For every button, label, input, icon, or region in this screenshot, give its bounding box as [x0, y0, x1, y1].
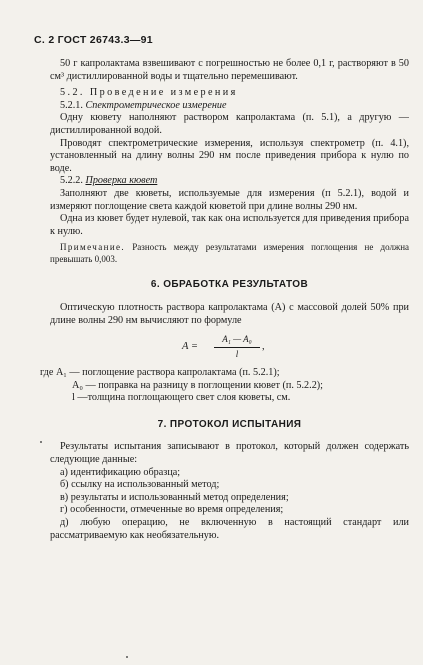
list-item: б) ссылку на использованный метод;: [60, 479, 220, 491]
formula-numerator: A₁ — A₀: [214, 333, 260, 348]
paragraph-cuvette-check: Заполняют две кюветы, используемые для измерения (п 5.2.1), водой и измеряют поглощение света каждой кюветой при длине волны 290 нм.: [50, 187, 409, 212]
note-text: Разность между результатами измерения поглощения не должна превышать 0,003.: [50, 242, 410, 264]
formula-legend: [40, 367, 409, 405]
formula-lhs: A =: [182, 341, 198, 353]
section-5-2-1-number: 5.2.1.: [60, 99, 83, 111]
legend-a1: [40, 367, 409, 380]
list-item: в) результаты и использованный метод определения;: [60, 491, 289, 503]
note-paragraph: [50, 242, 409, 265]
scan-speck: [40, 441, 42, 443]
formula-denominator: l: [235, 348, 239, 359]
section-5-2-1-title: Спектрометрическое измерение: [85, 99, 227, 111]
formula-fraction: [214, 333, 260, 360]
legend-lead: где: [40, 367, 54, 379]
legend-a0: A₀ — поправка на разницу в поглощении кювет (п. 5.2.2);: [72, 379, 324, 391]
list-item: г) особенности, отмеченные во время определения;: [60, 504, 284, 516]
formula: [182, 333, 409, 359]
list-item: д) любую операцию, не включенную в настоящий стандарт или рассматриваемую как необязательную.: [50, 517, 409, 541]
section-6-title: 6. ОБРАБОТКА РЕЗУЛЬТАТОВ: [150, 279, 309, 291]
paragraph-protocol: Результаты испытания записывают в протокол, который должен содержать следующие данные:: [50, 441, 409, 466]
section-5-2-1-heading: [60, 100, 409, 113]
page-content: [40, 58, 410, 542]
list-item: а) идентификацию образца;: [60, 466, 181, 478]
paragraph-optical-density: Оптическую плотность раствора капролактама (A) с массовой долей 50% при длине волны 290 нм вычисляют по формуле: [50, 301, 409, 326]
section-7-title: 7. ПРОТОКОЛ ИСПЫТАНИЯ: [157, 418, 302, 430]
section-5-2-2-heading: [60, 175, 409, 188]
paragraph-cuvette-fill: Одну кювету наполняют раствором капролактама (п. 5.1), а другую — дистиллированной водой.: [50, 112, 409, 136]
section-5-2-title: 5.2. Проведение измерения: [60, 87, 238, 99]
page-header: С. 2 ГОСТ 26743.3—91: [34, 34, 153, 46]
intro-paragraph: 50 г капролактама взвешивают с погрешностью не более 0,1 г, растворяют в 50 см³ дистиллированной воды и тщательно перемешивают.: [50, 58, 409, 82]
section-5-2-2-title: Проверка кювет: [85, 175, 158, 187]
paragraph-zero-cuvette: Одна из кювет будет нулевой, так как она используется для приведения прибора к нулю.: [50, 213, 409, 237]
note-label: Примечание.: [60, 242, 126, 253]
formula-comma: ,: [262, 341, 265, 353]
section-5-2-2-number: 5.2.2.: [60, 175, 83, 187]
legend-a1-text: A₁ — поглощение раствора капролактама (п. 5.2.1);: [55, 367, 280, 379]
scan-speck: [126, 656, 128, 658]
protocol-items: [50, 467, 409, 543]
paragraph-spectrometry: Проводят спектрометрические измерения, используя спектрометр (п. 4.1), установленный на длину волны 290 нм после приведения прибора к нулю по воде.: [50, 137, 409, 174]
legend-l: l —толщина поглощающего свет слоя кюветы, см.: [72, 392, 291, 404]
